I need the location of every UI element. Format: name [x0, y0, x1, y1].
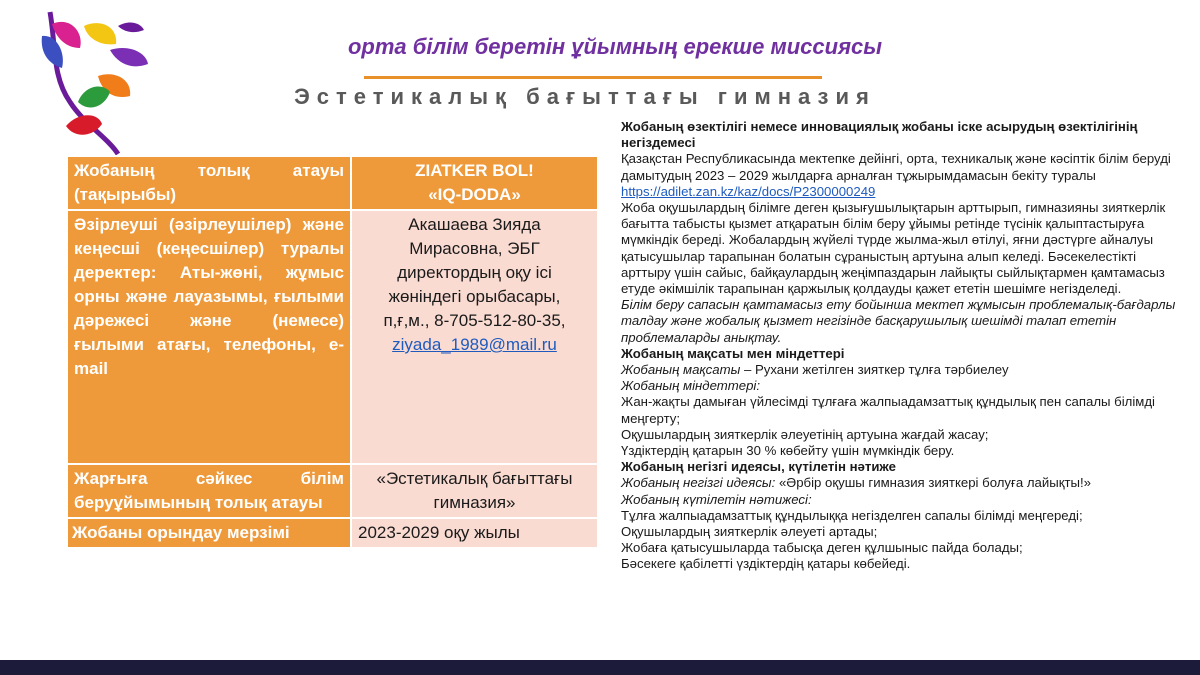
- table-value: [351, 210, 598, 464]
- list-item: Жан-жақты дамыған үйлесімді тұлғаға жалпыадамзаттық құндылық пен сапалы білімді меңгерту;: [621, 394, 1155, 426]
- list-item: Бәсекеге қабілетті үздіктердің қатары көбейеді.: [621, 556, 911, 572]
- idea-text: «Әрбір оқушы гимназия зияткері болуға лайықты!»: [775, 475, 1091, 491]
- bird-logo-icon: [22, 6, 162, 156]
- footer-bar: [0, 660, 1200, 675]
- paragraph-text: Қазақстан Республикасында мектепке дейінгі, орта, техникалық және кәсіптік білім беруді дамытудың 2023 – 2029 жылдарға арналған тұжырымдамасын бекіту туралы: [621, 151, 1171, 183]
- table-key: Жарғыға сәйкес білім беруұйымының толық атауы: [67, 464, 351, 518]
- table-value: 2023-2029 оқу жылы: [351, 518, 598, 548]
- goal-text: – Рухани жетілген зияткер тұлға тәрбиелеу: [740, 362, 1009, 378]
- email-link[interactable]: ziyada_1989@mail.ru: [392, 335, 557, 354]
- developer-info: Акашаева Зияда Мирасовна, ЭБГ директордың оқу ісі жөніндегі орыбасары, п,ғ,м., 8-705-512-80-35,: [383, 215, 566, 330]
- tasks-label: Жобаның міндеттері:: [621, 378, 760, 394]
- idea-label: Жобаның негізгі идеясы:: [621, 475, 776, 491]
- section-heading: Жобаның негізгі идеясы, күтілетін нәтиже: [621, 459, 896, 475]
- list-item: Оқушылардың зияткерлік әлеуетінің артуына жағдай жасау;: [621, 426, 989, 442]
- project-info-table: [66, 155, 599, 549]
- list-item: Оқушылардың зияткерлік әлеуеті артады;: [621, 524, 878, 540]
- section-heading: Жобаның өзектілігі немесе инновациялық жобаны іске асырудың өзектілігінің негіздемесі: [621, 119, 1138, 151]
- paragraph: Жоба оқушылардың білімге деген қызығушылықтарын арттырып, гимназияны зияткерлік бағытта табысты қызмет атқаратын білім беру ұйымы ретінде түсінік қалыптастыруға мүмкіндік береді. Жобалардың жүйелі түрде жылма-жыл өтілуі, яғни дәстүрге айналуы қатысушылар тарапынан болатын сұраныстың артуына алып келеді. Бәсекелестікті арттыру үшін сайыс, байқаулардың жеңімпаздарын лайықты сыйлықтармен қамтамасыз етуде әкімшілік тарапынан қаржылық қолдауды қажет ететін шешімге негізделеді.: [621, 200, 1166, 297]
- idea-line: [621, 475, 1183, 491]
- goal-line: [621, 362, 1183, 378]
- table-row: [67, 464, 598, 518]
- table-row: [67, 518, 598, 548]
- list-item: Жобаға қатысушыларда табысқа деген құлшыныс пайда болады;: [621, 540, 1023, 556]
- table-key: Жобаның толық атауы (тақырыбы): [67, 156, 351, 210]
- table-value: [351, 156, 598, 210]
- goal-label: Жобаның мақсаты: [621, 362, 741, 378]
- title-underline: [364, 76, 822, 79]
- slide-subtitle: Эстетикалық бағыттағы гимназия: [294, 84, 876, 109]
- result-label: Жобаның күтілетін нәтижесі:: [621, 491, 812, 507]
- project-name-line: ZIATKER BOL!: [415, 161, 534, 180]
- project-name-line: «IQ-DODA»: [428, 185, 521, 204]
- table-row: [67, 156, 598, 210]
- list-item: Үздіктердің қатарын 30 % көбейту үшін мүмкіндік беру.: [621, 443, 955, 459]
- table-value: «Эстетикалық бағыттағы гимназия»: [351, 464, 598, 518]
- project-description: [621, 119, 1183, 573]
- table-key: Жобаны орындау мерзімі: [67, 518, 351, 548]
- adilet-link[interactable]: https://adilet.zan.kz/kaz/docs/P2300000249: [621, 183, 876, 199]
- paragraph: Білім беру сапасын қамтамасыз ету бойынша мектеп жұмысын проблемалық-бағдарлы талдау және жобалық қызмет негізінде басқарушылық шешімді талап ететін проблемаларды анықтау.: [621, 297, 1176, 345]
- list-item: Тұлға жалпыадамзаттық құндылыққа негізделген сапалы білімді меңгереді;: [621, 507, 1083, 523]
- section-heading: Жобаның мақсаты мен міндеттері: [621, 345, 845, 361]
- slide-title: орта білім беретін ұйымның ерекше миссиясы: [347, 34, 883, 59]
- paragraph: [621, 151, 1183, 200]
- table-row: [67, 210, 598, 464]
- table-key: Әзірлеуші (әзірлеушілер) және кеңесші (кеңесшілер) туралы деректер: Аты-жөні, жұмыс орны және лауазымы, ғылыми дәрежесі және (немесе) ғылыми атағы, телефоны, e-mail: [67, 210, 351, 464]
